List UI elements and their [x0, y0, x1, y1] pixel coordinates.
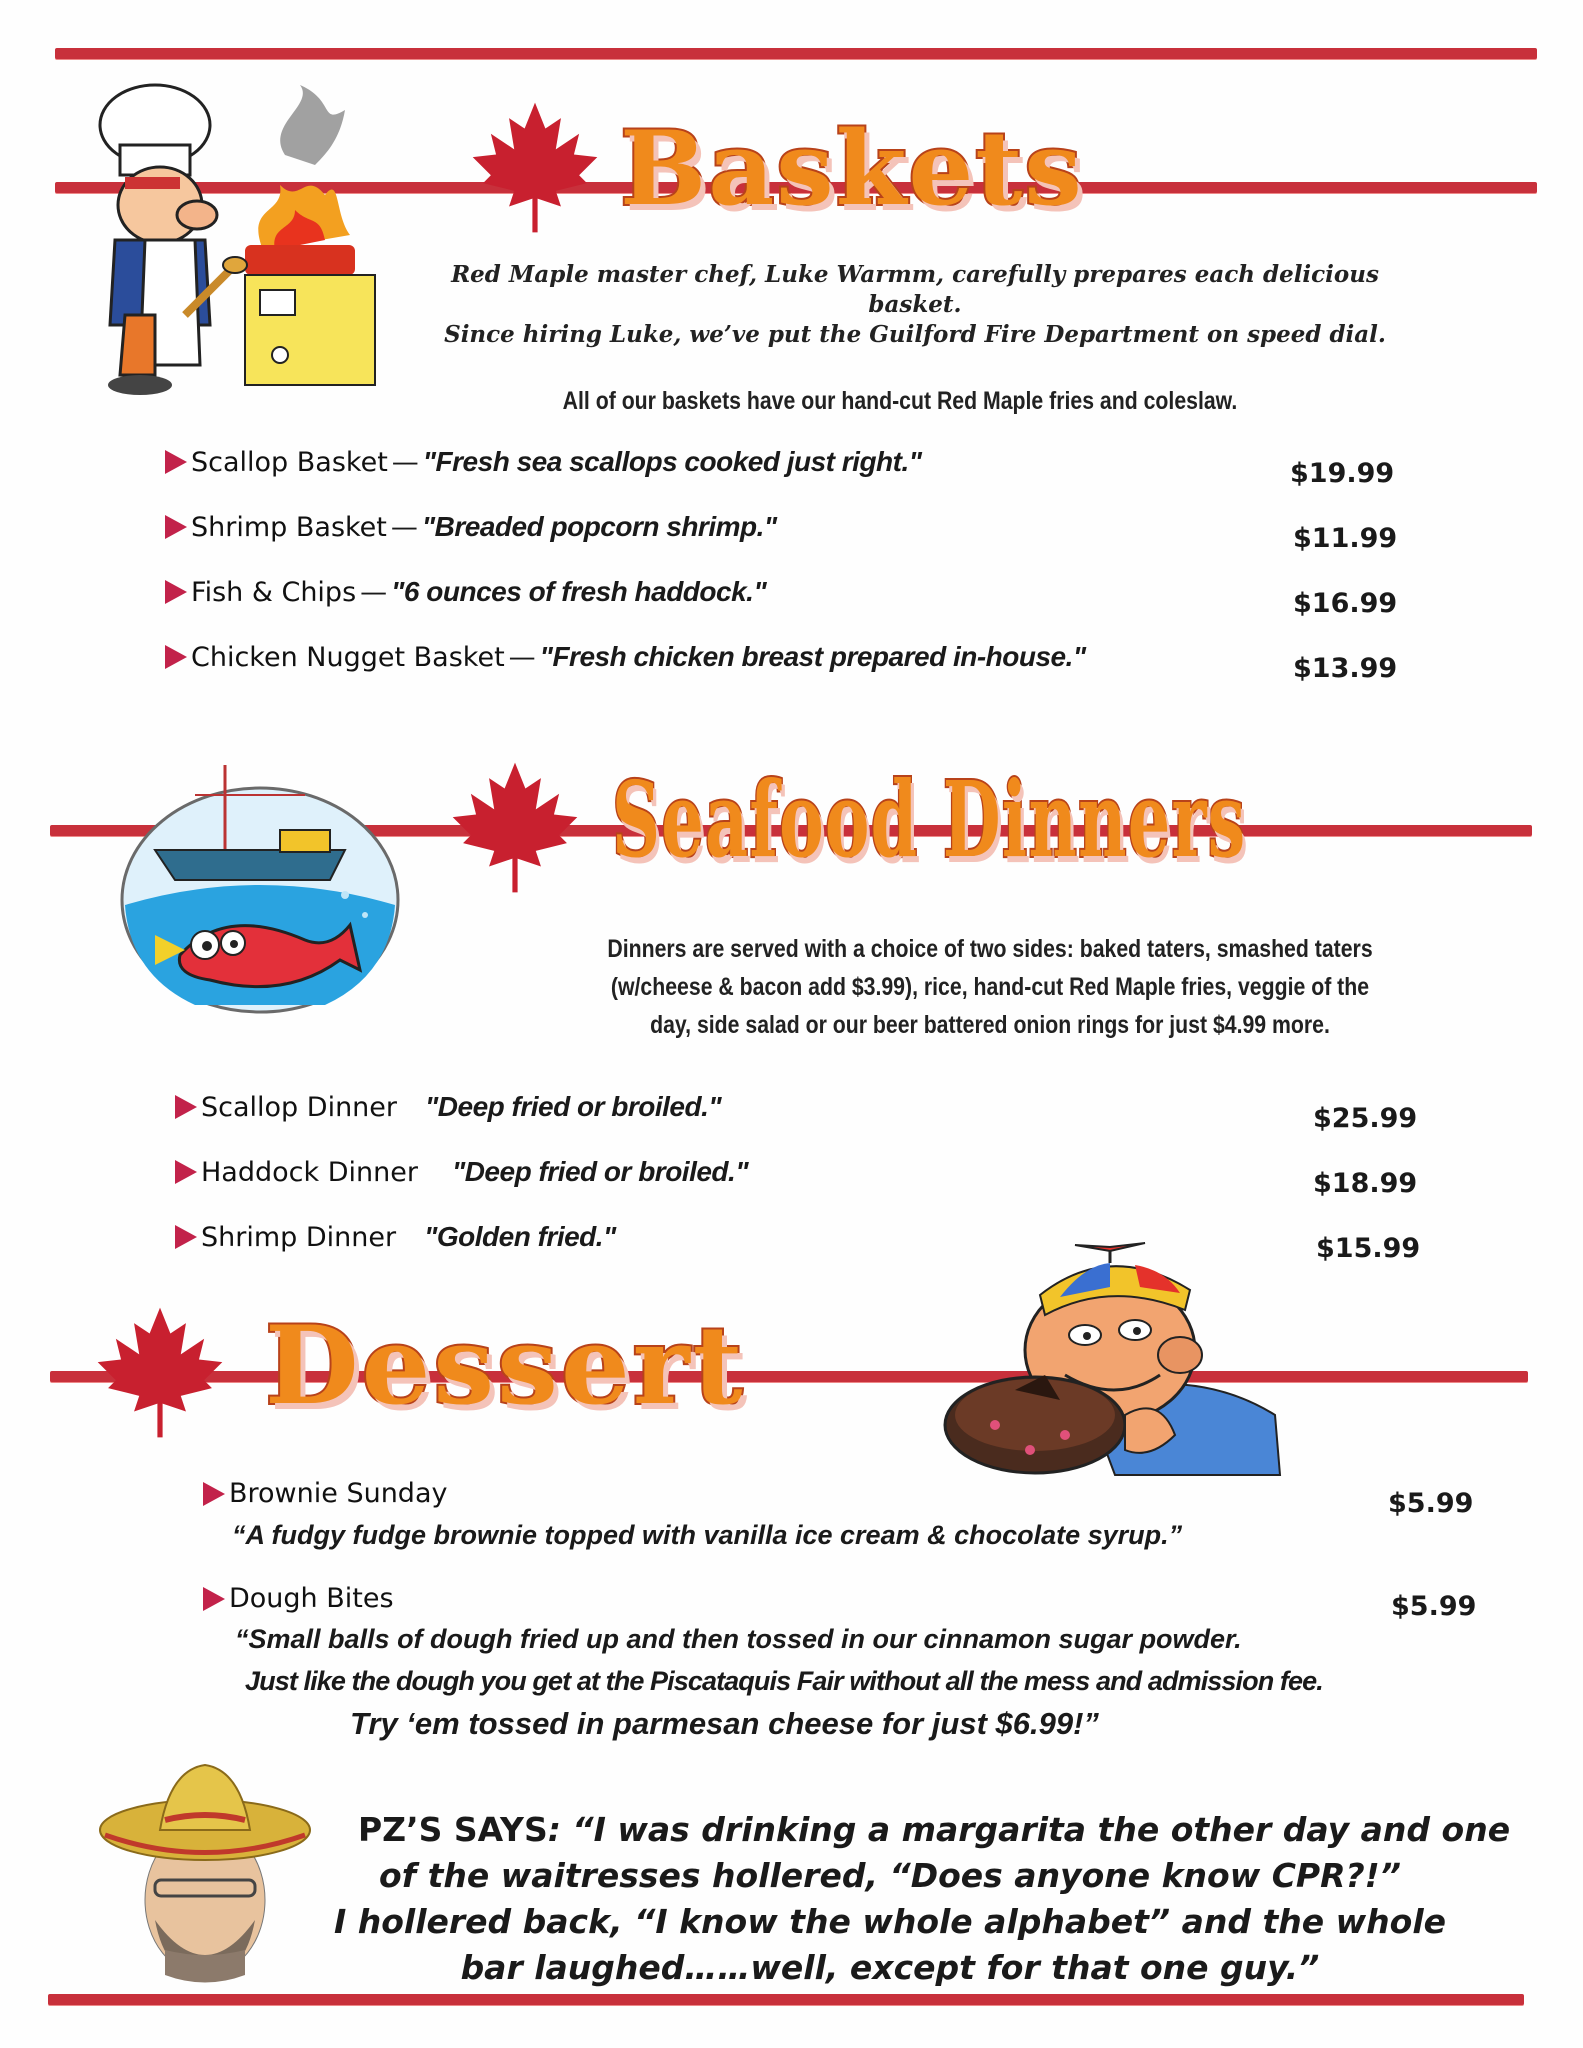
pz-quote-line: bar laughed……well, except for that one guy.” — [460, 1948, 1320, 1987]
maple-leaf-icon — [470, 100, 600, 235]
item-name: Fish & Chips — [191, 577, 357, 608]
item-description: Try ‘em tossed in parmesan cheese for just $6.99!” — [350, 1706, 1099, 1741]
bullet-arrow-icon — [175, 1160, 197, 1184]
item-name: Brownie Sunday — [229, 1478, 448, 1509]
baskets-note: All of our baskets have our hand-cut Red Maple fries and coleslaw. — [562, 387, 1238, 415]
item-description: "Golden fried." — [424, 1221, 616, 1252]
item-name: Scallop Basket — [191, 447, 388, 478]
item-price: $11.99 — [1293, 523, 1398, 554]
item-price: $15.99 — [1316, 1233, 1421, 1264]
menu-item — [175, 1221, 616, 1253]
menu-item — [165, 511, 777, 543]
dessert-heading: Dessert — [265, 1303, 746, 1429]
chef-icon — [85, 65, 405, 395]
item-description: "6 ounces of fresh haddock." — [391, 576, 767, 607]
item-name: Scallop Dinner — [201, 1092, 398, 1123]
item-name: Shrimp Basket — [191, 512, 387, 543]
bullet-arrow-icon — [175, 1225, 197, 1249]
pz-quote-line — [330, 1810, 1511, 1849]
maple-leaf-icon — [450, 760, 580, 895]
item-price: $5.99 — [1388, 1488, 1474, 1519]
bullet-arrow-icon — [165, 450, 187, 474]
item-name: Chicken Nugget Basket — [191, 642, 505, 673]
bullet-arrow-icon — [203, 1587, 225, 1611]
bullet-arrow-icon — [175, 1095, 197, 1119]
menu-item — [165, 576, 766, 608]
seafood-note-line: Dinners are served with a choice of two sides: baked taters, smashed taters — [607, 935, 1373, 963]
seafood-note-line: day, side salad or our beer battered onion rings for just $4.99 more. — [650, 1011, 1330, 1039]
item-separator: — — [360, 577, 388, 608]
item-description: "Fresh chicken breast prepared in-house." — [539, 641, 1086, 672]
bullet-arrow-icon — [165, 515, 187, 539]
item-description: “A fudgy fudge brownie topped with vanilla ice cream & chocolate syrup.” — [232, 1520, 1183, 1550]
pz-label: PZ’S SAYS — [358, 1810, 548, 1849]
item-price: $25.99 — [1313, 1103, 1418, 1134]
item-price: $5.99 — [1391, 1591, 1477, 1622]
menu-item — [203, 1583, 394, 1614]
item-price: $18.99 — [1313, 1168, 1418, 1199]
item-separator: — — [391, 447, 419, 478]
pz-quote-line: of the waitresses hollered, “Does anyone know CPR?!” — [379, 1856, 1401, 1895]
item-price: $16.99 — [1293, 588, 1398, 619]
top-rule — [55, 48, 1537, 59]
item-name: Shrimp Dinner — [201, 1222, 397, 1253]
baskets-heading: Baskets — [620, 109, 1084, 229]
seafood-note-line: (w/cheese & bacon add $3.99), rice, hand-cut Red Maple fries, veggie of the — [610, 973, 1370, 1001]
pz-quote-text: : “I was drinking a margarita the other day and one — [547, 1810, 1511, 1849]
maple-leaf-icon — [95, 1305, 225, 1440]
bullet-arrow-icon — [165, 645, 187, 669]
item-description: "Deep fried or broiled." — [451, 1156, 749, 1187]
item-description: "Deep fried or broiled." — [425, 1091, 722, 1122]
propeller-kid-icon — [935, 1225, 1295, 1485]
item-name: Dough Bites — [229, 1583, 394, 1614]
item-description: “Small balls of dough fried up and then tossed in our cinnamon sugar powder. — [235, 1624, 1242, 1654]
seafood-note — [548, 930, 1432, 1044]
seafood-heading: Seafood Dinners — [612, 758, 1247, 881]
baskets-intro-line: Since hiring Luke, we’ve put the Guilford Fire Department on speed dial. — [444, 321, 1386, 348]
menu-item — [165, 446, 922, 478]
pz-quote — [330, 1810, 1511, 1987]
item-separator: — — [508, 642, 536, 673]
item-description: "Fresh sea scallops cooked just right." — [422, 446, 922, 477]
menu-item — [165, 641, 1086, 673]
item-price: $13.99 — [1293, 653, 1398, 684]
bullet-arrow-icon — [165, 580, 187, 604]
item-separator: — — [390, 512, 418, 543]
bullet-arrow-icon — [203, 1482, 225, 1506]
item-name: Haddock Dinner — [201, 1157, 418, 1188]
item-description: Just like the dough you get at the Piscataquis Fair without all the mess and admission fee. — [245, 1666, 1323, 1696]
menu-item — [175, 1156, 748, 1188]
pz-quote-line: I hollered back, “I know the whole alphabet” and the whole — [333, 1902, 1447, 1941]
sombrero-man-icon — [95, 1760, 315, 1990]
menu-item — [175, 1091, 721, 1123]
baskets-intro — [405, 260, 1425, 350]
item-price: $19.99 — [1290, 458, 1395, 489]
baskets-intro-line: Red Maple master chef, Luke Warmm, carefully prepares each delicious basket. — [451, 261, 1379, 318]
bottom-rule — [48, 1994, 1524, 2005]
menu-item — [203, 1478, 447, 1509]
item-description: "Breaded popcorn shrimp." — [421, 511, 777, 542]
fishbowl-icon — [115, 755, 405, 1020]
